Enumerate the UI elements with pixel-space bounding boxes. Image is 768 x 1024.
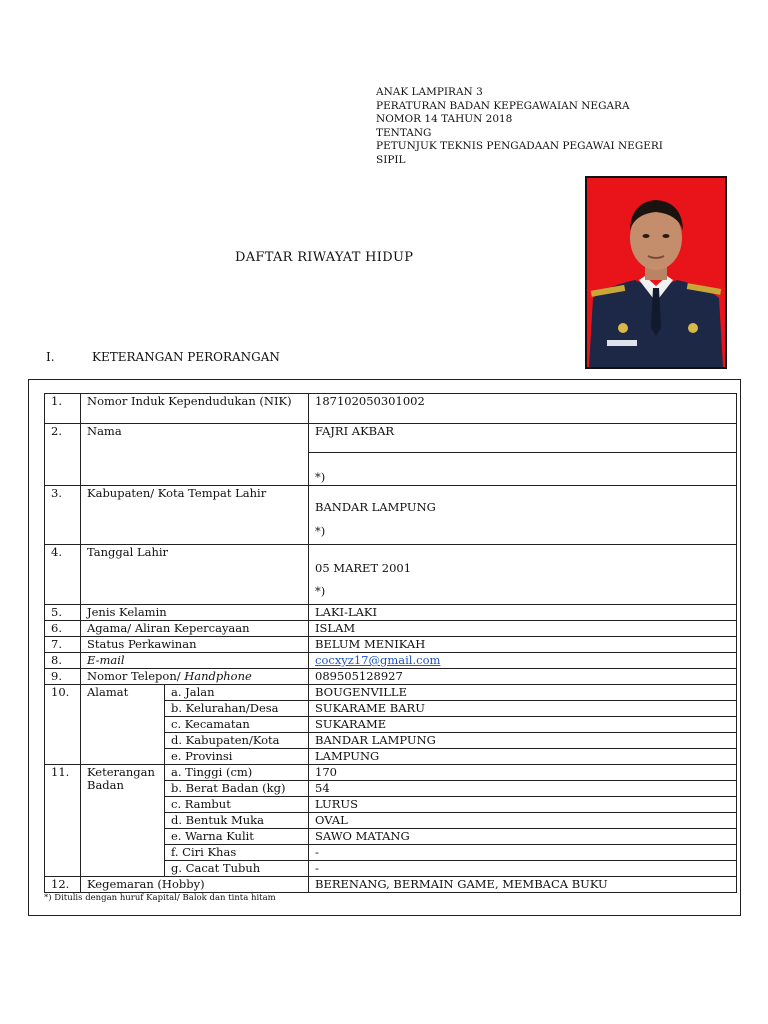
document-title: DAFTAR RIWAYAT HIDUP: [235, 250, 414, 265]
attachment-header: [376, 86, 663, 167]
badan-sublabel: d. Bentuk Muka: [165, 813, 309, 829]
badan-value: SAWO MATANG: [309, 829, 737, 845]
badan-sublabel: a. Tinggi (cm): [165, 765, 309, 781]
badan-sublabel: g. Cacat Tubuh: [165, 861, 309, 877]
footnote: *) Ditulis dengan huruf Kapital/ Balok dan tinta hitam: [44, 893, 276, 903]
section-title: KETERANGAN PERORANGAN: [92, 350, 280, 364]
alamat-value: SUKARAME: [309, 717, 737, 733]
row-number: 4.: [45, 545, 81, 605]
alamat-sublabel: b. Kelurahan/Desa: [165, 701, 309, 717]
telepon-label-prefix: Nomor Telepon/: [87, 669, 185, 683]
tempat-lahir-label: Kabupaten/ Kota Tempat Lahir: [81, 486, 309, 545]
row-number: 12.: [45, 877, 81, 893]
table-row: [45, 424, 737, 453]
alamat-label: Alamat: [81, 685, 165, 765]
badan-sublabel: b. Berat Badan (kg): [165, 781, 309, 797]
table-row: [45, 685, 737, 701]
nik-value: 187102050301002: [309, 394, 737, 424]
badan-value: 54: [309, 781, 737, 797]
status-value: BELUM MENIKAH: [309, 637, 737, 653]
badan-value: OVAL: [309, 813, 737, 829]
header-line: PERATURAN BADAN KEPEGAWAIAN NEGARA: [376, 99, 630, 112]
header-line: TENTANG: [376, 126, 432, 139]
email-cell: [309, 653, 737, 669]
email-label: E-mail: [81, 653, 309, 669]
nama-note: *): [309, 453, 737, 486]
nik-label: Nomor Induk Kependudukan (NIK): [81, 394, 309, 424]
row-number: 3.: [45, 486, 81, 545]
portrait-icon: [587, 178, 725, 367]
header-line: SIPIL: [376, 153, 406, 166]
email-link[interactable]: cocxyz17@gmail.com: [315, 653, 441, 667]
telepon-label: [81, 669, 309, 685]
tanggal-lahir-cell: [309, 545, 737, 605]
tempat-lahir-value: BANDAR LAMPUNG: [315, 500, 436, 514]
badan-sublabel: e. Warna Kulit: [165, 829, 309, 845]
profile-photo: [585, 176, 727, 369]
nama-value: FAJRI AKBAR: [309, 424, 737, 453]
row-number: 9.: [45, 669, 81, 685]
nama-label: Nama: [81, 424, 309, 486]
row-number: 6.: [45, 621, 81, 637]
badan-label: Keterangan Badan: [81, 765, 165, 877]
status-label: Status Perkawinan: [81, 637, 309, 653]
tanggal-lahir-value: 05 MARET 2001: [315, 561, 412, 575]
badan-value: -: [309, 845, 737, 861]
header-line: PETUNJUK TEKNIS PENGADAAN PEGAWAI NEGERI: [376, 140, 663, 152]
row-number: 2.: [45, 424, 81, 486]
badan-value: LURUS: [309, 797, 737, 813]
tempat-lahir-cell: [309, 486, 737, 545]
alamat-sublabel: d. Kabupaten/Kota: [165, 733, 309, 749]
badan-value: -: [309, 861, 737, 877]
row-number: 11.: [45, 765, 81, 877]
header-line: NOMOR 14 TAHUN 2018: [376, 113, 513, 125]
table-row: [45, 669, 737, 685]
row-number: 10.: [45, 685, 81, 765]
row-number: 7.: [45, 637, 81, 653]
telepon-value: 089505128927: [309, 669, 737, 685]
badan-value: 170: [309, 765, 737, 781]
alamat-value: BOUGENVILLE: [309, 685, 737, 701]
tempat-lahir-note: *): [315, 524, 326, 538]
alamat-sublabel: c. Kecamatan: [165, 717, 309, 733]
alamat-value: BANDAR LAMPUNG: [309, 733, 737, 749]
table-row: [45, 545, 737, 605]
kegemaran-label: Kegemaran (Hobby): [81, 877, 309, 893]
jenis-kelamin-label: Jenis Kelamin: [81, 605, 309, 621]
biodata-table: [44, 393, 737, 893]
telepon-label-italic: Handphone: [184, 669, 252, 683]
agama-value: ISLAM: [309, 621, 737, 637]
table-row: [45, 877, 737, 893]
table-row: [45, 486, 737, 545]
tanggal-lahir-note: *): [315, 584, 326, 598]
jenis-kelamin-value: LAKI-LAKI: [309, 605, 737, 621]
alamat-value: LAMPUNG: [309, 749, 737, 765]
alamat-sublabel: e. Provinsi: [165, 749, 309, 765]
section-number: I.: [46, 350, 55, 364]
header-line: ANAK LAMPIRAN 3: [376, 86, 483, 98]
agama-label: Agama/ Aliran Kepercayaan: [81, 621, 309, 637]
alamat-value: SUKARAME BARU: [309, 701, 737, 717]
badan-sublabel: f. Ciri Khas: [165, 845, 309, 861]
table-row: [45, 394, 737, 424]
table-row: [45, 621, 737, 637]
tanggal-lahir-label: Tanggal Lahir: [81, 545, 309, 605]
row-number: 1.: [45, 394, 81, 424]
table-row: [45, 605, 737, 621]
alamat-sublabel: a. Jalan: [165, 685, 309, 701]
table-row: [45, 653, 737, 669]
kegemaran-value: BERENANG, BERMAIN GAME, MEMBACA BUKU: [309, 877, 737, 893]
table-row: [45, 637, 737, 653]
row-number: 8.: [45, 653, 81, 669]
table-row: [45, 765, 737, 781]
badan-sublabel: c. Rambut: [165, 797, 309, 813]
row-number: 5.: [45, 605, 81, 621]
